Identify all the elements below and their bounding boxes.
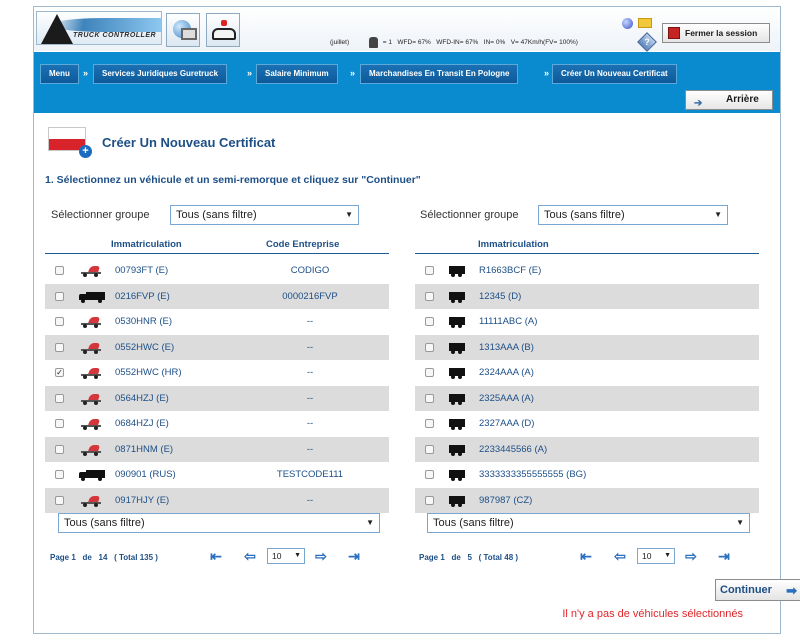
breadcrumb-separator: » xyxy=(83,68,89,78)
table-row[interactable] xyxy=(45,386,389,411)
next-page-icon[interactable]: ⇨ xyxy=(315,548,327,564)
row-checkbox[interactable] xyxy=(425,470,434,479)
table-row[interactable] xyxy=(45,258,389,283)
stats-drivers: = 1 xyxy=(382,39,392,47)
row-checkbox[interactable] xyxy=(55,292,64,301)
column-header-code-entreprise: Code Entreprise xyxy=(266,239,340,250)
row-checkbox[interactable] xyxy=(425,445,434,454)
left-group-label: Sélectionner groupe xyxy=(51,209,150,221)
stats-wfd: WFD= 67% xyxy=(397,39,431,47)
driver-icon xyxy=(369,37,378,48)
help-icon[interactable]: ? xyxy=(637,32,657,52)
cell-immatriculation: 987987 (CZ) xyxy=(479,494,533,506)
table-row[interactable] xyxy=(45,284,389,309)
no-selection-warning: Il n'y a pas de véhicules sélectionnés xyxy=(562,608,743,620)
row-checkbox[interactable] xyxy=(55,343,64,352)
row-checkbox[interactable] xyxy=(425,496,434,505)
table-row[interactable] xyxy=(415,386,759,411)
cell-code-entreprise: TESTCODE111 xyxy=(276,469,344,480)
row-checkbox[interactable] xyxy=(55,496,64,505)
table-row[interactable] xyxy=(415,488,759,513)
chevron-down-icon: ▼ xyxy=(664,552,671,559)
language-globe-icon[interactable] xyxy=(622,18,633,29)
step-instruction: 1. Sélectionnez un véhicule et un semi-remorque et cliquez sur "Continuer" xyxy=(45,174,421,186)
row-checkbox[interactable] xyxy=(425,292,434,301)
left-page-size-select[interactable]: 10 ▼ xyxy=(267,548,305,564)
left-filter-select[interactable]: Tous (sans filtre) ▼ xyxy=(58,513,380,533)
arrow-left-icon: ➔ xyxy=(694,98,703,109)
cell-immatriculation: 0917HJY (E) xyxy=(115,494,170,506)
trailer-icon xyxy=(449,266,467,276)
add-icon: + xyxy=(79,145,92,158)
chevron-down-icon: ▼ xyxy=(294,552,301,559)
cell-code-entreprise: CODIGO xyxy=(290,265,330,276)
last-page-icon[interactable]: ⇥ xyxy=(348,548,360,564)
prev-page-icon[interactable]: ⇦ xyxy=(244,548,256,564)
breadcrumb-salaire-minimum[interactable]: Salaire Minimum xyxy=(256,64,338,84)
trailer-icon xyxy=(449,343,467,353)
cell-immatriculation: 0684HZJ (E) xyxy=(115,418,169,429)
trailer-icon xyxy=(449,292,467,302)
cell-code-entreprise: -- xyxy=(306,418,314,429)
cell-immatriculation: 0552HWC (HR) xyxy=(115,367,182,378)
row-checkbox[interactable] xyxy=(425,343,434,352)
tractor-unit-icon xyxy=(79,343,101,353)
cell-code-entreprise: 0000216FVP xyxy=(282,290,338,302)
cell-code-entreprise: -- xyxy=(306,392,314,404)
row-checkbox[interactable] xyxy=(55,394,64,403)
chevron-down-icon: ▼ xyxy=(714,210,722,219)
row-checkbox[interactable] xyxy=(425,368,434,377)
last-page-icon[interactable]: ⇥ xyxy=(718,548,730,564)
cell-immatriculation: 11111ABC (A) xyxy=(479,316,538,327)
breadcrumb-services-juridiques[interactable]: Services Juridiques Guretruck xyxy=(93,64,227,84)
table-row[interactable] xyxy=(415,437,759,462)
back-label: Arrière xyxy=(726,94,759,105)
page-title: Créer Un Nouveau Certificat xyxy=(102,135,276,150)
row-checkbox[interactable] xyxy=(425,394,434,403)
truck-icon xyxy=(79,292,105,302)
right-group-select[interactable]: Tous (sans filtre) ▼ xyxy=(538,205,728,225)
logo-text: TRUCK CONTROLLER xyxy=(73,32,157,39)
cell-immatriculation: 0216FVP (E) xyxy=(115,290,170,302)
cell-immatriculation: 3333333355555555 (BG) xyxy=(479,469,587,480)
mail-icon[interactable] xyxy=(638,18,652,28)
app-frame xyxy=(33,6,797,634)
trailer-icon xyxy=(449,445,467,455)
stats-speed: V= 47Km/h(FV= 100%) xyxy=(510,39,578,47)
cell-immatriculation: 0564HZJ (E) xyxy=(115,392,169,404)
breadcrumb-separator: » xyxy=(544,68,550,78)
right-pager-info: Page 1 de 5 ( Total 48 ) xyxy=(419,553,519,562)
cell-code-entreprise: -- xyxy=(306,341,314,353)
table-row[interactable] xyxy=(45,309,389,334)
cell-immatriculation: 2327AAA (D) xyxy=(479,418,535,429)
arrow-right-icon: ➡ xyxy=(786,583,797,598)
cell-immatriculation: 2233445566 (A) xyxy=(479,443,548,455)
trailer-icon xyxy=(449,496,467,506)
tractor-unit-icon xyxy=(79,368,101,378)
tractor-unit-icon xyxy=(79,394,101,404)
table-row[interactable] xyxy=(415,309,759,334)
chevron-down-icon: ▼ xyxy=(736,518,744,527)
table-row[interactable] xyxy=(45,462,389,487)
table-row[interactable] xyxy=(415,258,759,283)
right-group-label: Sélectionner groupe xyxy=(420,209,519,221)
truck-icon xyxy=(79,470,105,480)
row-checkbox[interactable] xyxy=(425,266,434,275)
table-row[interactable] xyxy=(45,488,389,513)
table-row[interactable] xyxy=(415,411,759,436)
breadcrumb-marchandises[interactable]: Marchandises En Transit En Pologne xyxy=(360,64,518,84)
row-checkbox[interactable] xyxy=(55,445,64,454)
cell-code-entreprise: -- xyxy=(306,443,314,455)
first-page-icon[interactable]: ⇤ xyxy=(210,548,222,564)
vehicles-table xyxy=(45,239,389,509)
breadcrumb-bar xyxy=(34,52,780,113)
cell-code-entreprise: -- xyxy=(306,494,314,506)
row-checkbox[interactable]: ✓ xyxy=(56,368,63,377)
cell-immatriculation: R1663BCF (E) xyxy=(479,265,542,276)
continue-label: Continuer xyxy=(720,584,772,596)
prev-page-icon[interactable]: ⇦ xyxy=(614,548,626,564)
stats-wfd-in: WFD-IN= 67% xyxy=(436,39,479,47)
trailers-table xyxy=(415,239,759,509)
trailer-icon xyxy=(449,317,467,327)
cell-immatriculation: 2325AAA (A) xyxy=(479,392,534,404)
table-row[interactable] xyxy=(415,462,759,487)
left-pager-info: Page 1 de 14 ( Total 135 ) xyxy=(50,553,158,562)
tractor-unit-icon xyxy=(79,496,101,506)
right-filter-select[interactable]: Tous (sans filtre) ▼ xyxy=(427,513,750,533)
logout-button[interactable] xyxy=(662,23,770,43)
truck-controller-logo[interactable] xyxy=(36,11,162,45)
cell-immatriculation: 12345 (D) xyxy=(479,290,522,302)
breadcrumb-separator: » xyxy=(350,68,356,78)
breadcrumb-separator: » xyxy=(247,68,253,78)
chevron-down-icon: ▼ xyxy=(345,210,353,219)
continue-button[interactable] xyxy=(715,579,800,601)
header-divider xyxy=(415,253,759,254)
network-icon[interactable] xyxy=(166,13,200,47)
row-checkbox[interactable] xyxy=(55,317,64,326)
table-row[interactable] xyxy=(45,360,389,385)
driver-stats xyxy=(330,37,578,48)
row-checkbox[interactable] xyxy=(425,419,434,428)
table-row[interactable] xyxy=(415,284,759,309)
stats-month: (juillet) xyxy=(330,39,350,47)
row-checkbox[interactable] xyxy=(55,470,64,479)
column-header-immatriculation: Immatriculation xyxy=(478,239,549,250)
table-row[interactable] xyxy=(415,335,759,360)
cell-immatriculation: 0530HNR (E) xyxy=(115,316,173,327)
cell-code-entreprise: -- xyxy=(306,367,314,378)
tractor-unit-icon xyxy=(79,317,101,327)
back-button[interactable] xyxy=(685,90,773,110)
row-checkbox[interactable] xyxy=(55,419,64,428)
table-row[interactable] xyxy=(45,437,389,462)
tractor-unit-icon xyxy=(79,419,101,429)
column-header-immatriculation: Immatriculation xyxy=(111,239,182,250)
tractor-unit-icon xyxy=(79,266,101,276)
stats-in: IN= 0% xyxy=(483,39,506,47)
right-page-size-select[interactable]: 10 ▼ xyxy=(637,548,675,564)
logo-triangle-graphic xyxy=(41,14,73,44)
cell-immatriculation: 2324AAA (A) xyxy=(479,367,534,378)
row-checkbox[interactable] xyxy=(425,317,434,326)
first-page-icon[interactable]: ⇤ xyxy=(580,548,592,564)
logout-label: Fermer la session xyxy=(685,28,758,38)
cell-immatriculation: 1313AAA (B) xyxy=(479,341,534,353)
logout-door-icon xyxy=(668,27,680,39)
chevron-down-icon: ▼ xyxy=(366,518,374,527)
header-divider xyxy=(45,253,389,254)
cell-immatriculation: 090901 (RUS) xyxy=(115,469,176,480)
trailer-icon xyxy=(449,419,467,429)
breadcrumb-current[interactable]: Créer Un Nouveau Certificat xyxy=(552,64,677,84)
top-header xyxy=(34,7,780,51)
trailer-icon xyxy=(449,470,467,480)
police-car-icon[interactable] xyxy=(206,13,240,47)
breadcrumb-menu[interactable]: Menu xyxy=(40,64,79,84)
left-group-select[interactable]: Tous (sans filtre) ▼ xyxy=(170,205,359,225)
table-row[interactable] xyxy=(415,360,759,385)
next-page-icon[interactable]: ⇨ xyxy=(685,548,697,564)
table-row[interactable] xyxy=(45,411,389,436)
cell-immatriculation: 0871HNM (E) xyxy=(115,443,174,455)
trailer-icon xyxy=(449,394,467,404)
trailer-icon xyxy=(449,368,467,378)
tractor-unit-icon xyxy=(79,445,101,455)
cell-immatriculation: 0552HWC (E) xyxy=(115,341,175,353)
cell-immatriculation: 00793FT (E) xyxy=(115,265,169,276)
row-checkbox[interactable] xyxy=(55,266,64,275)
cell-code-entreprise: -- xyxy=(306,316,314,327)
table-row[interactable] xyxy=(45,335,389,360)
